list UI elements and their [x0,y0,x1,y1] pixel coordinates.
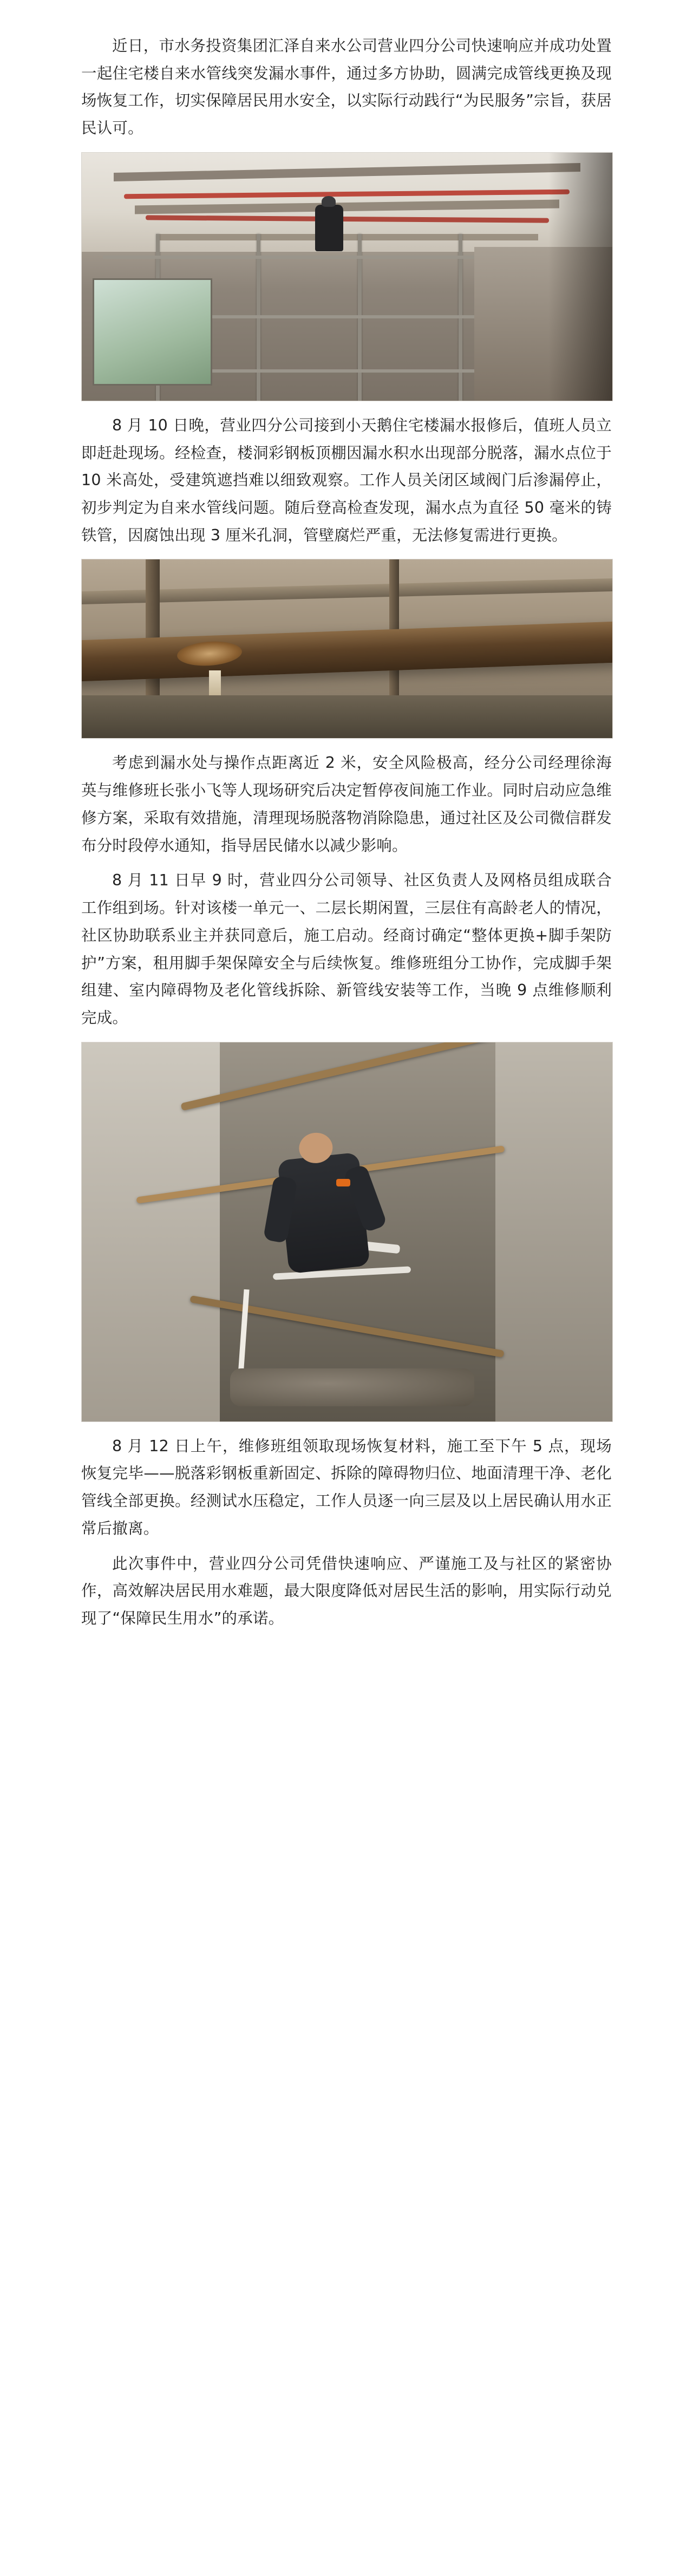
photo-trench-work [82,1042,612,1421]
right-wall [485,1042,612,1421]
ground-area [82,695,612,738]
paragraph-6: 此次事件中，营业四分公司凭借快速响应、严谨施工及与社区的紧密协作，高效解决居民用水难题，最大限度降低对居民生活的影响，用实际行动兑现了“保障民生用水”的承诺。 [81,1554,612,1627]
paragraph-1: 近日，市水务投资集团汇泽自来水公司营业四分公司快速响应并成功处置一起住宅楼自来水管线突发漏水事件，通过多方协助，圆满完成管线更换及现场恢复工作，切实保障居民用水安全，以实际行动践行“为民服务”宗旨，获居民认可。 [81,37,612,138]
paragraph-4: 8 月 11 日早 9 时，营业四分公司领导、社区负责人及网格员组成联合工作组到场。针对该楼一单元一、二层长期闲置，三层住有高龄老人的情况，社区协助联系业主并获同意后，施工启动。经商讨确定“整体更换+脚手架防护”方案，租用脚手架保障安全与后续恢复。维修班组分工协作，完成脚手架组建、室内障碍物及老化管线拆除、新管线安装等工作，当晚 9 点维修顺利完成。 [81,871,612,1027]
window-area [93,278,213,386]
article-body [81,32,612,1633]
photo-ceiling-leak [82,153,612,401]
figure-2 [81,559,613,739]
shadow-overlay [548,153,612,401]
paragraph-2: 8 月 10 日晚，营业四分公司接到小天鹅住宅楼漏水报修后，值班人员立即赶赴现场。经检查，楼洞彩钢板顶棚因漏水积水出现部分脱落，漏水点位于 10 米高处，受建筑遮挡难以细致观察。工作人员关闭区域阀门后渗漏停止，初步判定为自来水管线问题。随后登高检查发现，漏水点为直径 50 毫米的铸铁管，因腐蚀出现 3 厘米孔洞，管壁腐烂严重，无法修复需进行更换。 [81,416,612,544]
figure-1 [81,152,613,401]
paragraph-3: 考虑到漏水处与操作点距离近 2 米，安全风险极高，经分公司经理徐海英与维修班长张小飞等人现场研究后决定暂停夜间施工作业。同时启动应急维修方案，采取有效措施，清理现场脱落物消除隐患，通过社区及公司微信群发布分时段停水通知，指导居民储水以减少影响。 [81,754,612,855]
debris-pile [230,1368,474,1406]
figure-3 [81,1042,613,1422]
paragraph-5: 8 月 12 日上午，维修班组领取现场恢复材料，施工至下午 5 点，现场恢复完毕——脱落彩钢板重新固定、拆除的障碍物归位、地面清理干净、老化管线全部更换。经测试水压稳定，工作人员逐一向三层及以上居民确认用水正常后撤离。 [81,1437,612,1537]
worker-figure [278,1152,370,1274]
tool-handle [336,1179,350,1186]
main-cast-iron-pipe [81,622,613,682]
photo-corroded-pipe [82,559,612,738]
secondary-pipe [81,578,613,604]
